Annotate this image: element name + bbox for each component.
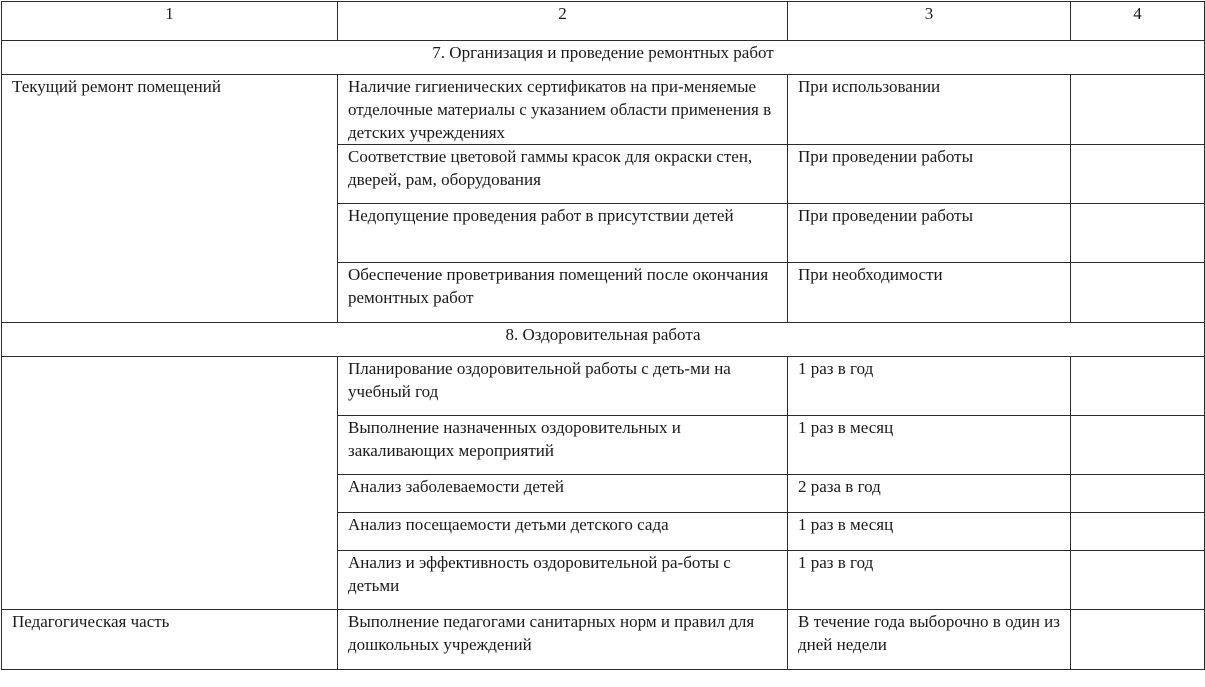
frequency-cell: В течение года выборочно в один из дней недели — [788, 610, 1071, 670]
note-cell — [1071, 75, 1205, 145]
note-cell — [1071, 204, 1205, 263]
group-label: Текущий ремонт помещений — [2, 75, 338, 323]
item-cell: Недопущение проведения работ в присутствии детей — [338, 204, 788, 263]
item-cell: Анализ заболеваемости детей — [338, 475, 788, 513]
section-row — [2, 323, 1205, 357]
section-title: 7. Организация и проведение ремонтных работ — [2, 41, 1205, 75]
item-cell: Наличие гигиенических сертификатов на при-меняемые отделочные материалы с указанием области применения в детских учреждениях — [338, 75, 788, 145]
header-row — [2, 2, 1205, 41]
item-cell: Выполнение назначенных оздоровительных и закаливающих мероприятий — [338, 416, 788, 475]
note-cell — [1071, 610, 1205, 670]
group-label — [2, 357, 338, 610]
frequency-cell: При использовании — [788, 75, 1071, 145]
column-number-1: 1 — [2, 2, 338, 41]
item-cell: Планирование оздоровительной работы с деть-ми на учебный год — [338, 357, 788, 416]
table-row — [2, 75, 1205, 145]
table-row — [2, 357, 1205, 416]
column-number-2: 2 — [338, 2, 788, 41]
item-cell: Выполнение педагогами санитарных норм и правил для дошкольных учреждений — [338, 610, 788, 670]
frequency-cell: При проведении работы — [788, 204, 1071, 263]
item-cell: Анализ посещаемости детьми детского сада — [338, 513, 788, 551]
item-cell: Обеспечение проветривания помещений после окончания ремонтных работ — [338, 263, 788, 323]
column-number-3: 3 — [788, 2, 1071, 41]
requirements-table — [1, 1, 1205, 670]
note-cell — [1071, 357, 1205, 416]
frequency-cell: 2 раза в год — [788, 475, 1071, 513]
item-cell: Анализ и эффективность оздоровительной ра-боты с детьми — [338, 551, 788, 610]
frequency-cell: 1 раз в месяц — [788, 416, 1071, 475]
section-row — [2, 41, 1205, 75]
note-cell — [1071, 551, 1205, 610]
frequency-cell: При необходимости — [788, 263, 1071, 323]
table-row — [2, 610, 1205, 670]
section-title: 8. Оздоровительная работа — [2, 323, 1205, 357]
note-cell — [1071, 416, 1205, 475]
note-cell — [1071, 263, 1205, 323]
frequency-cell: При проведении работы — [788, 145, 1071, 204]
note-cell — [1071, 145, 1205, 204]
note-cell — [1071, 513, 1205, 551]
note-cell — [1071, 475, 1205, 513]
frequency-cell: 1 раз в год — [788, 357, 1071, 416]
frequency-cell: 1 раз в год — [788, 551, 1071, 610]
item-cell: Соответствие цветовой гаммы красок для окраски стен, дверей, рам, оборудования — [338, 145, 788, 204]
frequency-cell: 1 раз в месяц — [788, 513, 1071, 551]
column-number-4: 4 — [1071, 2, 1205, 41]
group-label: Педагогическая часть — [2, 610, 338, 670]
